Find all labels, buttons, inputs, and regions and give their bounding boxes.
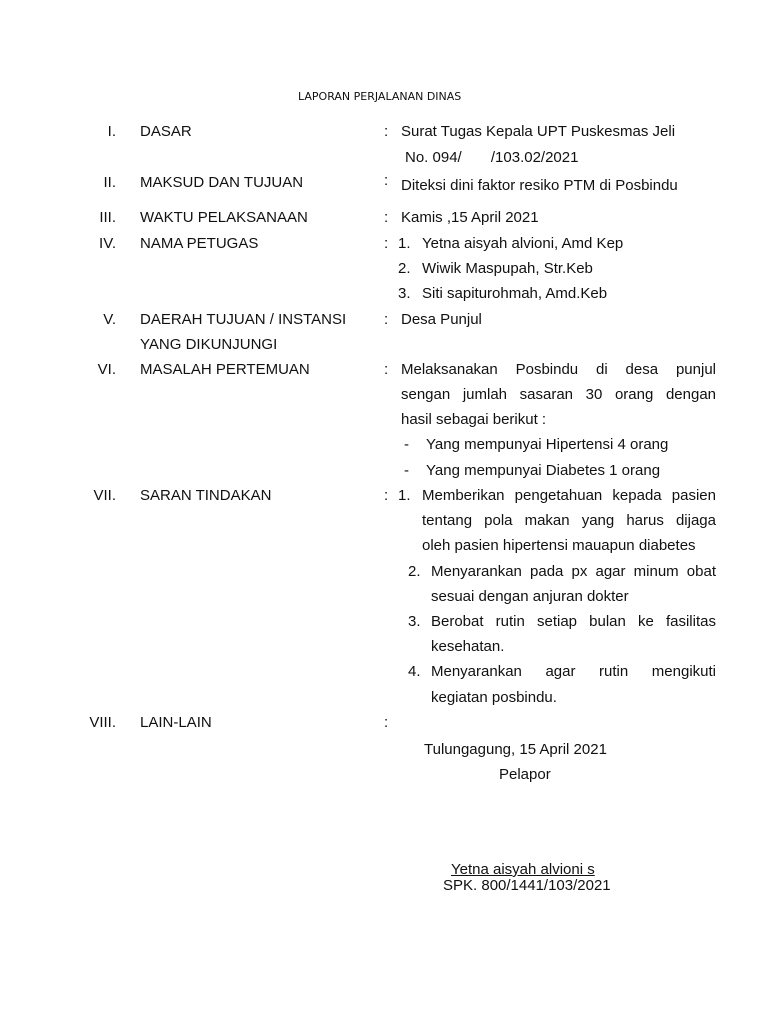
section-label-petugas: NAMA PETUGAS xyxy=(140,235,259,252)
petugas-item: Siti sapiturohmah, Amd.Keb xyxy=(422,285,608,302)
section-label-daerah-2: YANG DIKUNJUNGI xyxy=(140,336,278,353)
waktu-line-1: Kamis ,15 April 2021 xyxy=(401,209,539,226)
maksud-line-1: Diteksi dini faktor resiko PTM di Posbindu xyxy=(401,177,678,194)
colon: : xyxy=(384,209,389,226)
section-label-lain: LAIN-LAIN xyxy=(140,714,212,731)
saran-item-line: kesehatan. xyxy=(431,638,505,655)
signature-id: SPK. 800/1441/103/2021 xyxy=(443,877,611,894)
dasar-line-2: No. 094/ /103.02/2021 xyxy=(405,149,579,166)
saran-item-line: oleh pasien hipertensi mauapun diabetes xyxy=(422,537,696,554)
section-number-8: VIII. xyxy=(89,714,116,731)
bullet-dash: - xyxy=(404,436,409,453)
dasar-line-1: Surat Tugas Kepala UPT Puskesmas Jeli xyxy=(401,123,676,140)
saran-item-line: Menyarankan pada px agar minum obat xyxy=(431,563,716,580)
list-number: 4. xyxy=(408,663,421,680)
list-number: 1. xyxy=(398,235,411,252)
section-number-5: V. xyxy=(103,311,116,328)
saran-item-line: kegiatan posbindu. xyxy=(431,689,557,706)
signature-role: Pelapor xyxy=(499,766,551,783)
bullet-dash: - xyxy=(404,462,409,479)
list-number: 2. xyxy=(408,563,421,580)
section-number-3: III. xyxy=(99,209,116,226)
colon: : xyxy=(384,123,389,140)
section-number-2: II. xyxy=(103,174,116,191)
colon: : xyxy=(384,172,389,189)
saran-item-line: sesuai dengan anjuran dokter xyxy=(431,588,629,605)
section-label-waktu: WAKTU PELAKSANAAN xyxy=(140,209,308,226)
saran-item-line: Berobat rutin setiap bulan ke fasilitas xyxy=(431,613,716,630)
section-label-saran: SARAN TINDAKAN xyxy=(140,487,272,504)
colon: : xyxy=(384,487,389,504)
masalah-paragraph-line: sengan jumlah sasaran 30 orang dengan xyxy=(401,386,716,403)
saran-item-line: Memberikan pengetahuan kepada pasien xyxy=(422,487,716,504)
colon: : xyxy=(384,235,389,252)
daerah-line-1: Desa Punjul xyxy=(401,311,482,328)
section-number-1: I. xyxy=(107,123,116,140)
list-number: 1. xyxy=(398,487,411,504)
masalah-bullet: Yang mempunyai Diabetes 1 orang xyxy=(426,462,661,479)
list-number: 3. xyxy=(408,613,421,630)
section-number-7: VII. xyxy=(93,487,116,504)
petugas-item: Wiwik Maspupah, Str.Keb xyxy=(422,260,593,277)
masalah-paragraph-line: hasil sebagai berikut : xyxy=(401,411,547,428)
section-label-maksud: MAKSUD DAN TUJUAN xyxy=(140,174,304,191)
colon: : xyxy=(384,361,389,378)
saran-item-line: tentang pola makan yang harus dijaga xyxy=(422,512,716,529)
masalah-bullet: Yang mempunyai Hipertensi 4 orang xyxy=(426,436,669,453)
signature-place-date: Tulungagung, 15 April 2021 xyxy=(424,741,607,758)
list-number: 3. xyxy=(398,285,411,302)
section-number-6: VI. xyxy=(97,361,116,378)
colon: : xyxy=(384,714,389,731)
section-label-daerah: DAERAH TUJUAN / INSTANSI xyxy=(140,311,347,328)
list-number: 2. xyxy=(398,260,411,277)
document-title: LAPORAN PERJALANAN DINAS xyxy=(298,90,462,103)
section-number-4: IV. xyxy=(99,235,116,252)
section-label-masalah: MASALAH PERTEMUAN xyxy=(140,361,310,378)
signature-name: Yetna aisyah alvioni s xyxy=(451,861,595,878)
colon: : xyxy=(384,311,389,328)
petugas-item: Yetna aisyah alvioni, Amd Kep xyxy=(422,235,624,252)
masalah-paragraph-line: Melaksanakan Posbindu di desa punjul xyxy=(401,361,716,378)
saran-item-line: Menyarankan agar rutin mengikuti xyxy=(431,663,716,680)
section-label-dasar: DASAR xyxy=(140,123,192,140)
